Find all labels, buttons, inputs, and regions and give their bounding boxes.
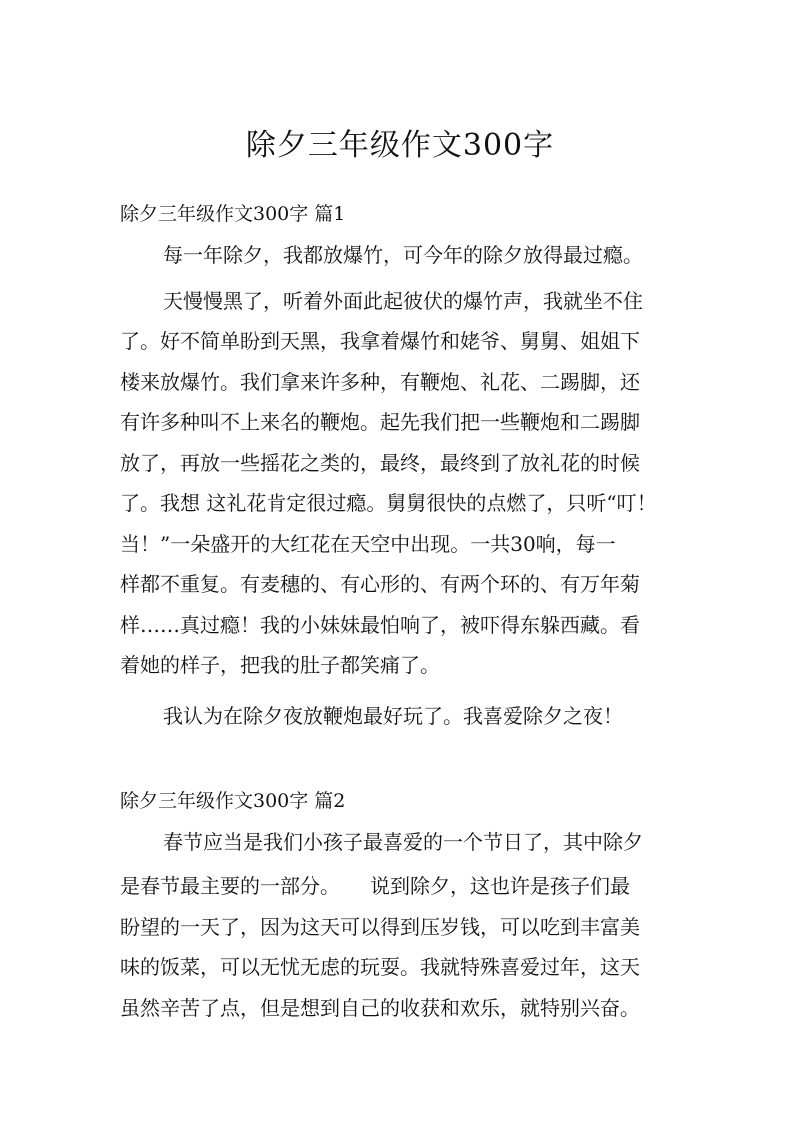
paragraph-line: 天慢慢黑了，听着外面此起彼伏的爆竹声，我就坐不住	[163, 289, 643, 313]
paragraph-line: 是春节最主要的一部分。 说到除夕，这也许是孩子们最	[120, 874, 630, 898]
paragraph-line: 了。好不简单盼到天黑，我拿着爆竹和姥爷、舅舅、姐姐下	[120, 329, 640, 353]
paragraph-line: 每一年除夕，我都放爆竹，可今年的除夕放得最过瘾。	[163, 243, 643, 267]
paragraph-line: 样……真过瘾！我的小妹妹最怕响了，被吓得东躲西藏。看	[120, 613, 640, 637]
paragraph-line: 我认为在除夕夜放鞭炮最好玩了。我喜爱除夕之夜！	[163, 704, 623, 728]
section-heading-1: 除夕三年级作文300字 篇1	[120, 203, 346, 225]
paragraph-line: 楼来放爆竹。我们拿来许多种，有鞭炮、礼花、二踢脚，还	[120, 370, 640, 394]
paragraph-line: 样都不重复。有麦穗的、有心形的、有两个环的、有万年菊	[120, 572, 640, 596]
paragraph-line: 味的饭菜，可以无忧无虑的玩耍。我就特殊喜爱过年，这天	[120, 955, 640, 979]
paragraph-line: 春节应当是我们小孩子最喜爱的一个节日了，其中除夕	[163, 830, 643, 854]
paragraph-line: 当！”一朵盛开的大红花在天空中出现。一共30响，每一	[120, 532, 616, 556]
page-title: 除夕三年级作文300字	[245, 128, 555, 163]
paragraph-line: 虽然辛苦了点，但是想到自己的收获和欢乐，就特别兴奋。	[120, 996, 640, 1020]
paragraph-line: 有许多种叫不上来名的鞭炮。起先我们把一些鞭炮和二踢脚	[120, 410, 640, 434]
paragraph-line: 盼望的一天了，因为这天可以得到压岁钱，可以吃到丰富美	[120, 915, 640, 939]
paragraph-line: 放了，再放一些摇花之类的，最终，最终到了放礼花的时候	[120, 451, 640, 475]
paragraph-line: 了。我想 这礼花肯定很过瘾。舅舅很快的点燃了，只听“叮！	[120, 491, 657, 515]
section-heading-2: 除夕三年级作文300字 篇2	[120, 790, 346, 812]
paragraph-line: 着她的样子，把我的肚子都笑痛了。	[120, 653, 440, 677]
